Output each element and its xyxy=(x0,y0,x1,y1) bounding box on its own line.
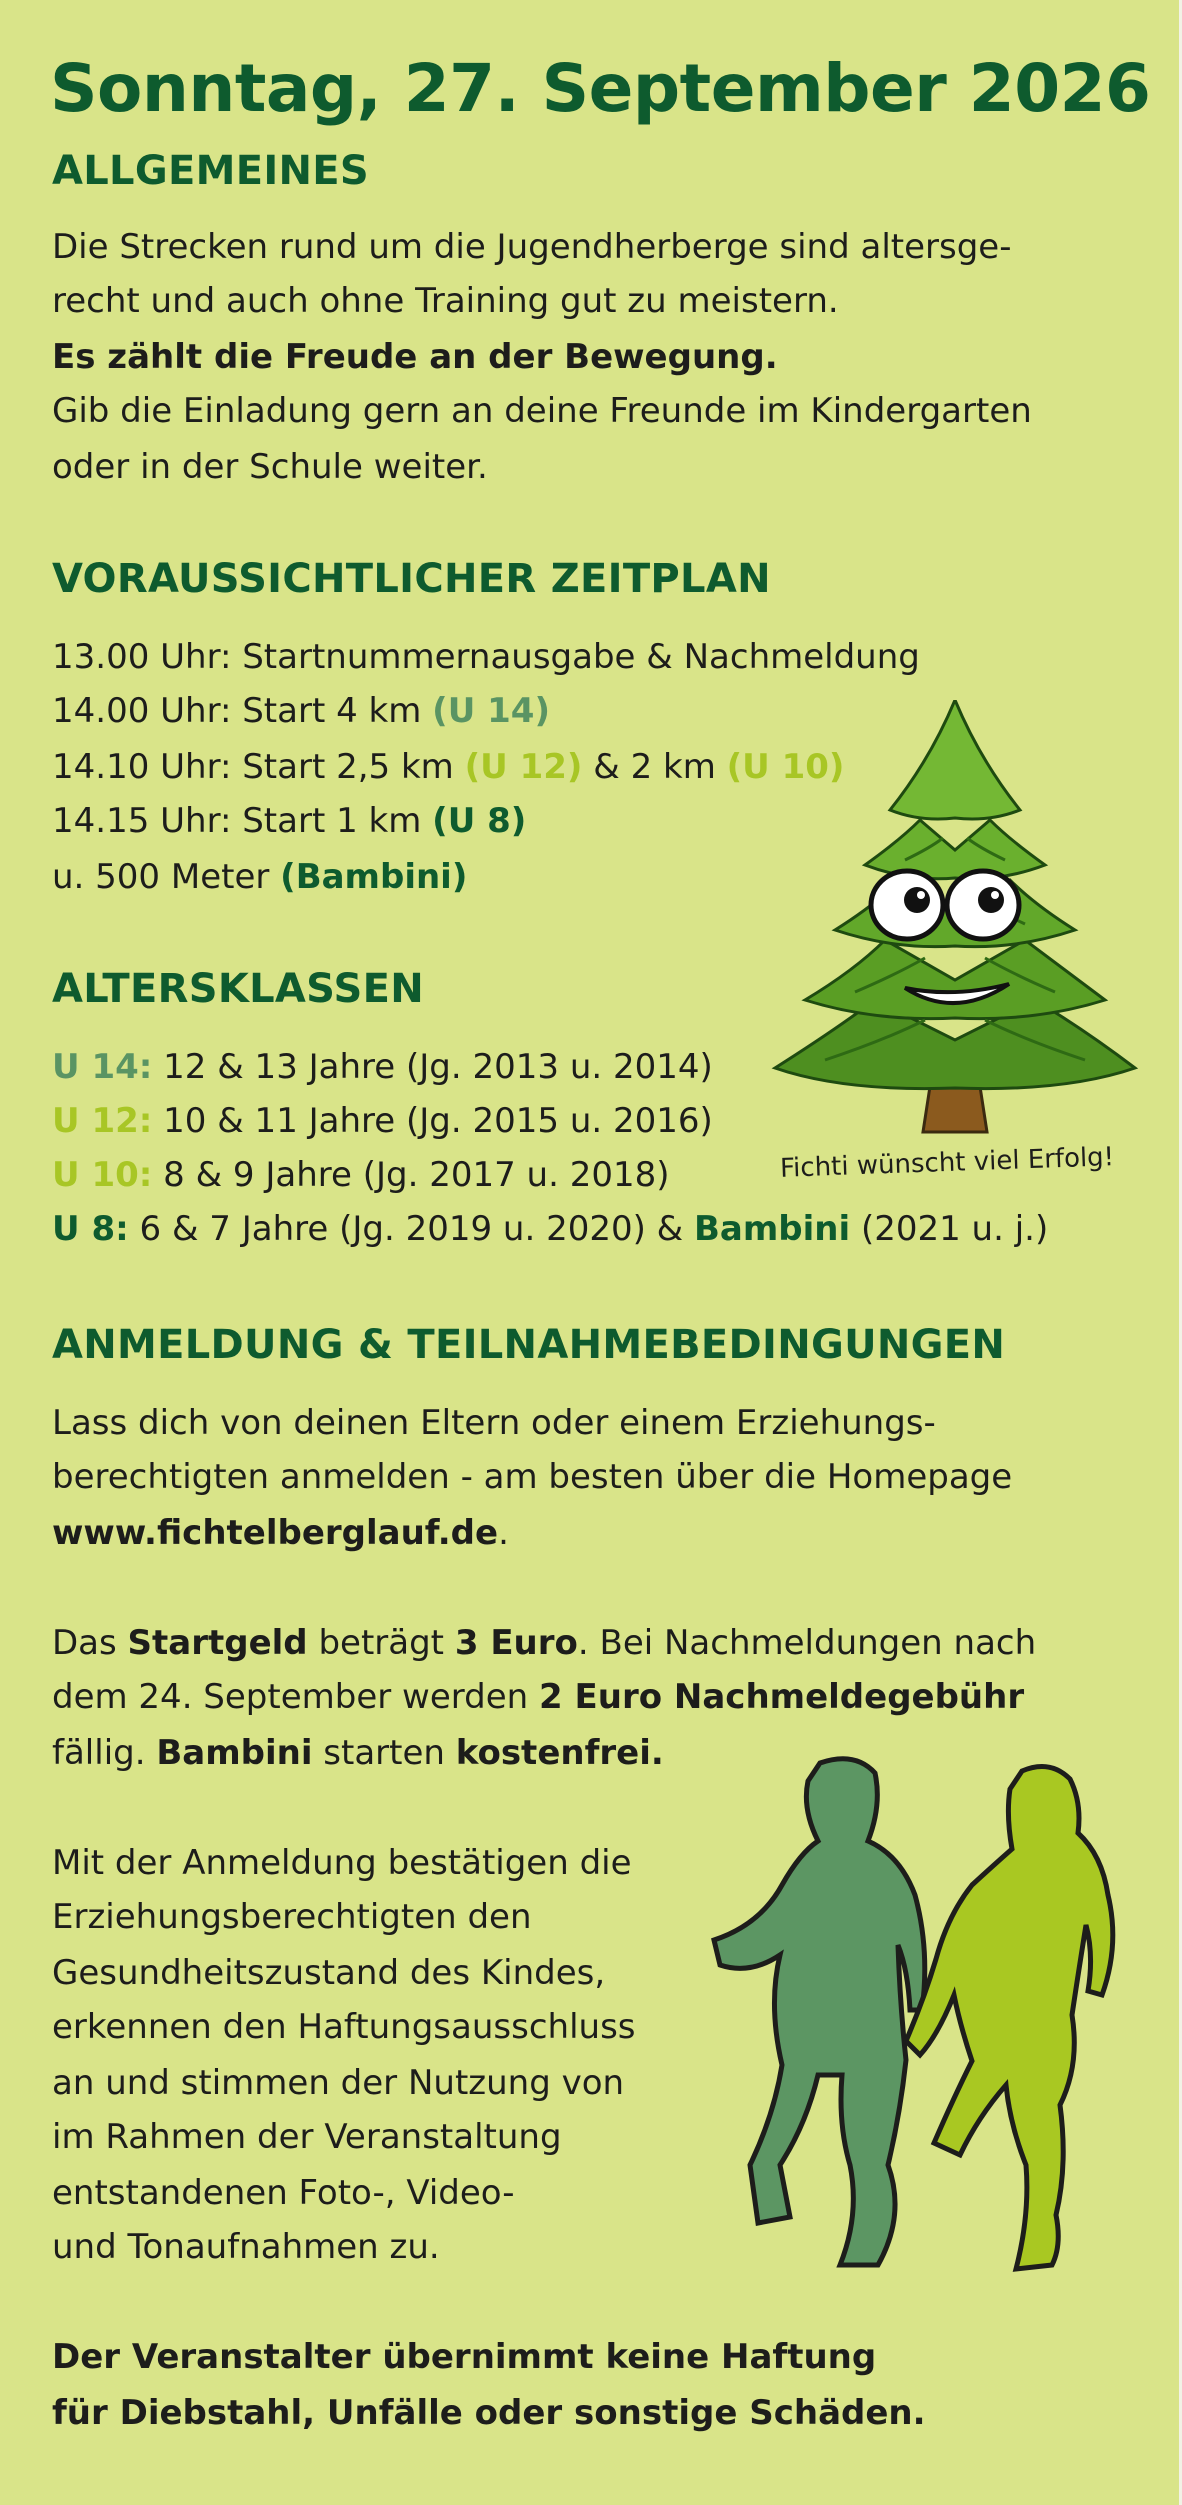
allgemeines-line-5: oder in der Schule weiter. xyxy=(52,447,488,487)
heading-anmeldung: ANMELDUNG & TEILNAHMEBEDINGUNGEN xyxy=(52,1322,1006,1368)
schedule-text: 14.15 Uhr: Start 1 km xyxy=(52,801,433,841)
allgemeines-highlight: Es zählt die Freude an der Bewegung. xyxy=(52,337,778,377)
mascot-caption: Fichti wünscht viel Erfolg! xyxy=(779,1142,1115,1184)
fichti-tree-mascot xyxy=(765,700,1145,1140)
fee-bold: Startgeld xyxy=(127,1623,308,1663)
age-class-text: 12 & 13 Jahre (Jg. 2013 u. 2014) xyxy=(152,1047,713,1087)
age-class-row xyxy=(52,1148,670,1203)
class-tag-u8: (U 8) xyxy=(432,801,527,841)
fee-line-3 xyxy=(52,1726,664,1781)
schedule-row xyxy=(52,794,526,849)
allgemeines-line-4: Gib die Einladung gern an deine Freunde im Kindergarten xyxy=(52,391,1032,431)
schedule-text: 14.10 Uhr: Start 2,5 km xyxy=(52,747,465,787)
consent-line: entstandenen Foto-, Video- xyxy=(52,2173,515,2213)
fee-text: . Bei Nachmeldungen nach xyxy=(577,1623,1037,1663)
fee-text: dem 24. September werden xyxy=(52,1677,540,1717)
class-tag-u12: (U 12) xyxy=(464,747,583,787)
consent-line: im Rahmen der Veranstaltung xyxy=(52,2117,562,2157)
homepage-link[interactable]: www.fichtelberglauf.de xyxy=(52,1513,499,1553)
consent-line: Mit der Anmeldung bestätigen die xyxy=(52,1843,632,1883)
schedule-row: 13.00 Uhr: Startnummernausgabe & Nachmeldung xyxy=(52,637,920,677)
age-class-label: U 8: xyxy=(52,1209,129,1249)
schedule-row xyxy=(52,850,467,905)
page-title: Sonntag, 27. September 2026 xyxy=(50,50,1151,127)
late-fee: 2 Euro Nachmeldegebühr xyxy=(539,1677,1025,1717)
fee-text: beträgt xyxy=(307,1623,455,1663)
schedule-text: u. 500 Meter xyxy=(52,857,281,897)
age-class-label: U 12: xyxy=(52,1101,153,1141)
heading-allgemeines: ALLGEMEINES xyxy=(52,148,370,194)
running-children-illustration xyxy=(710,1745,1140,2305)
allgemeines-line-2: recht und auch ohne Training gut zu meistern. xyxy=(52,281,839,321)
fee-text: fällig. xyxy=(52,1733,157,1773)
schedule-text: & 2 km xyxy=(582,747,727,787)
fee-line-2 xyxy=(52,1670,1024,1725)
consent-line: Erziehungsberechtigten den xyxy=(52,1897,532,1937)
schedule-row xyxy=(52,684,550,739)
age-class-label: Bambini xyxy=(694,1209,851,1249)
heading-altersklassen: ALTERSKLASSEN xyxy=(52,966,425,1012)
age-class-text: 10 & 11 Jahre (Jg. 2015 u. 2016) xyxy=(152,1101,713,1141)
anmeldung-line-2: berechtigten anmelden - am besten über die Homepage xyxy=(52,1457,1013,1497)
fee-text: starten xyxy=(312,1733,456,1773)
class-tag-u10: (U 10) xyxy=(726,747,845,787)
url-suffix: . xyxy=(498,1513,509,1553)
class-tag-bambini: (Bambini) xyxy=(280,857,468,897)
age-class-row xyxy=(52,1094,713,1149)
age-class-label: U 10: xyxy=(52,1155,153,1195)
disclaimer-line-2: für Diebstahl, Unfälle oder sonstige Schäden. xyxy=(52,2393,926,2433)
age-class-row xyxy=(52,1040,713,1095)
consent-line: erkennen den Haftungsausschluss xyxy=(52,2007,636,2047)
fee-text: Das xyxy=(52,1623,128,1663)
consent-line: an und stimmen der Nutzung von xyxy=(52,2063,625,2103)
age-class-text: 6 & 7 Jahre (Jg. 2019 u. 2020) & xyxy=(128,1209,694,1249)
fee-bold: Bambini xyxy=(156,1733,313,1773)
age-class-text: (2021 u. j.) xyxy=(850,1209,1049,1249)
class-tag-u14: (U 14) xyxy=(432,691,550,731)
consent-line: Gesundheitszustand des Kindes, xyxy=(52,1953,606,1993)
allgemeines-line-1: Die Strecken rund um die Jugendherberge sind altersge- xyxy=(52,227,1012,267)
schedule-text: 14.00 Uhr: Start 4 km xyxy=(52,691,433,731)
age-class-text: 8 & 9 Jahre (Jg. 2017 u. 2018) xyxy=(152,1155,670,1195)
age-class-row xyxy=(52,1202,1048,1257)
age-class-label: U 14: xyxy=(52,1047,153,1087)
schedule-row xyxy=(52,740,844,795)
anmeldung-url-line xyxy=(52,1506,509,1561)
anmeldung-line-1: Lass dich von deinen Eltern oder einem Erziehungs- xyxy=(52,1403,936,1443)
disclaimer-line-1: Der Veranstalter übernimmt keine Haftung xyxy=(52,2337,877,2377)
free-label: kostenfrei. xyxy=(455,1733,664,1773)
consent-line: und Tonaufnahmen zu. xyxy=(52,2227,440,2267)
heading-zeitplan: VORAUSSICHTLICHER ZEITPLAN xyxy=(52,556,771,602)
fee-amount: 3 Euro xyxy=(454,1623,578,1663)
fee-line-1 xyxy=(52,1616,1036,1671)
